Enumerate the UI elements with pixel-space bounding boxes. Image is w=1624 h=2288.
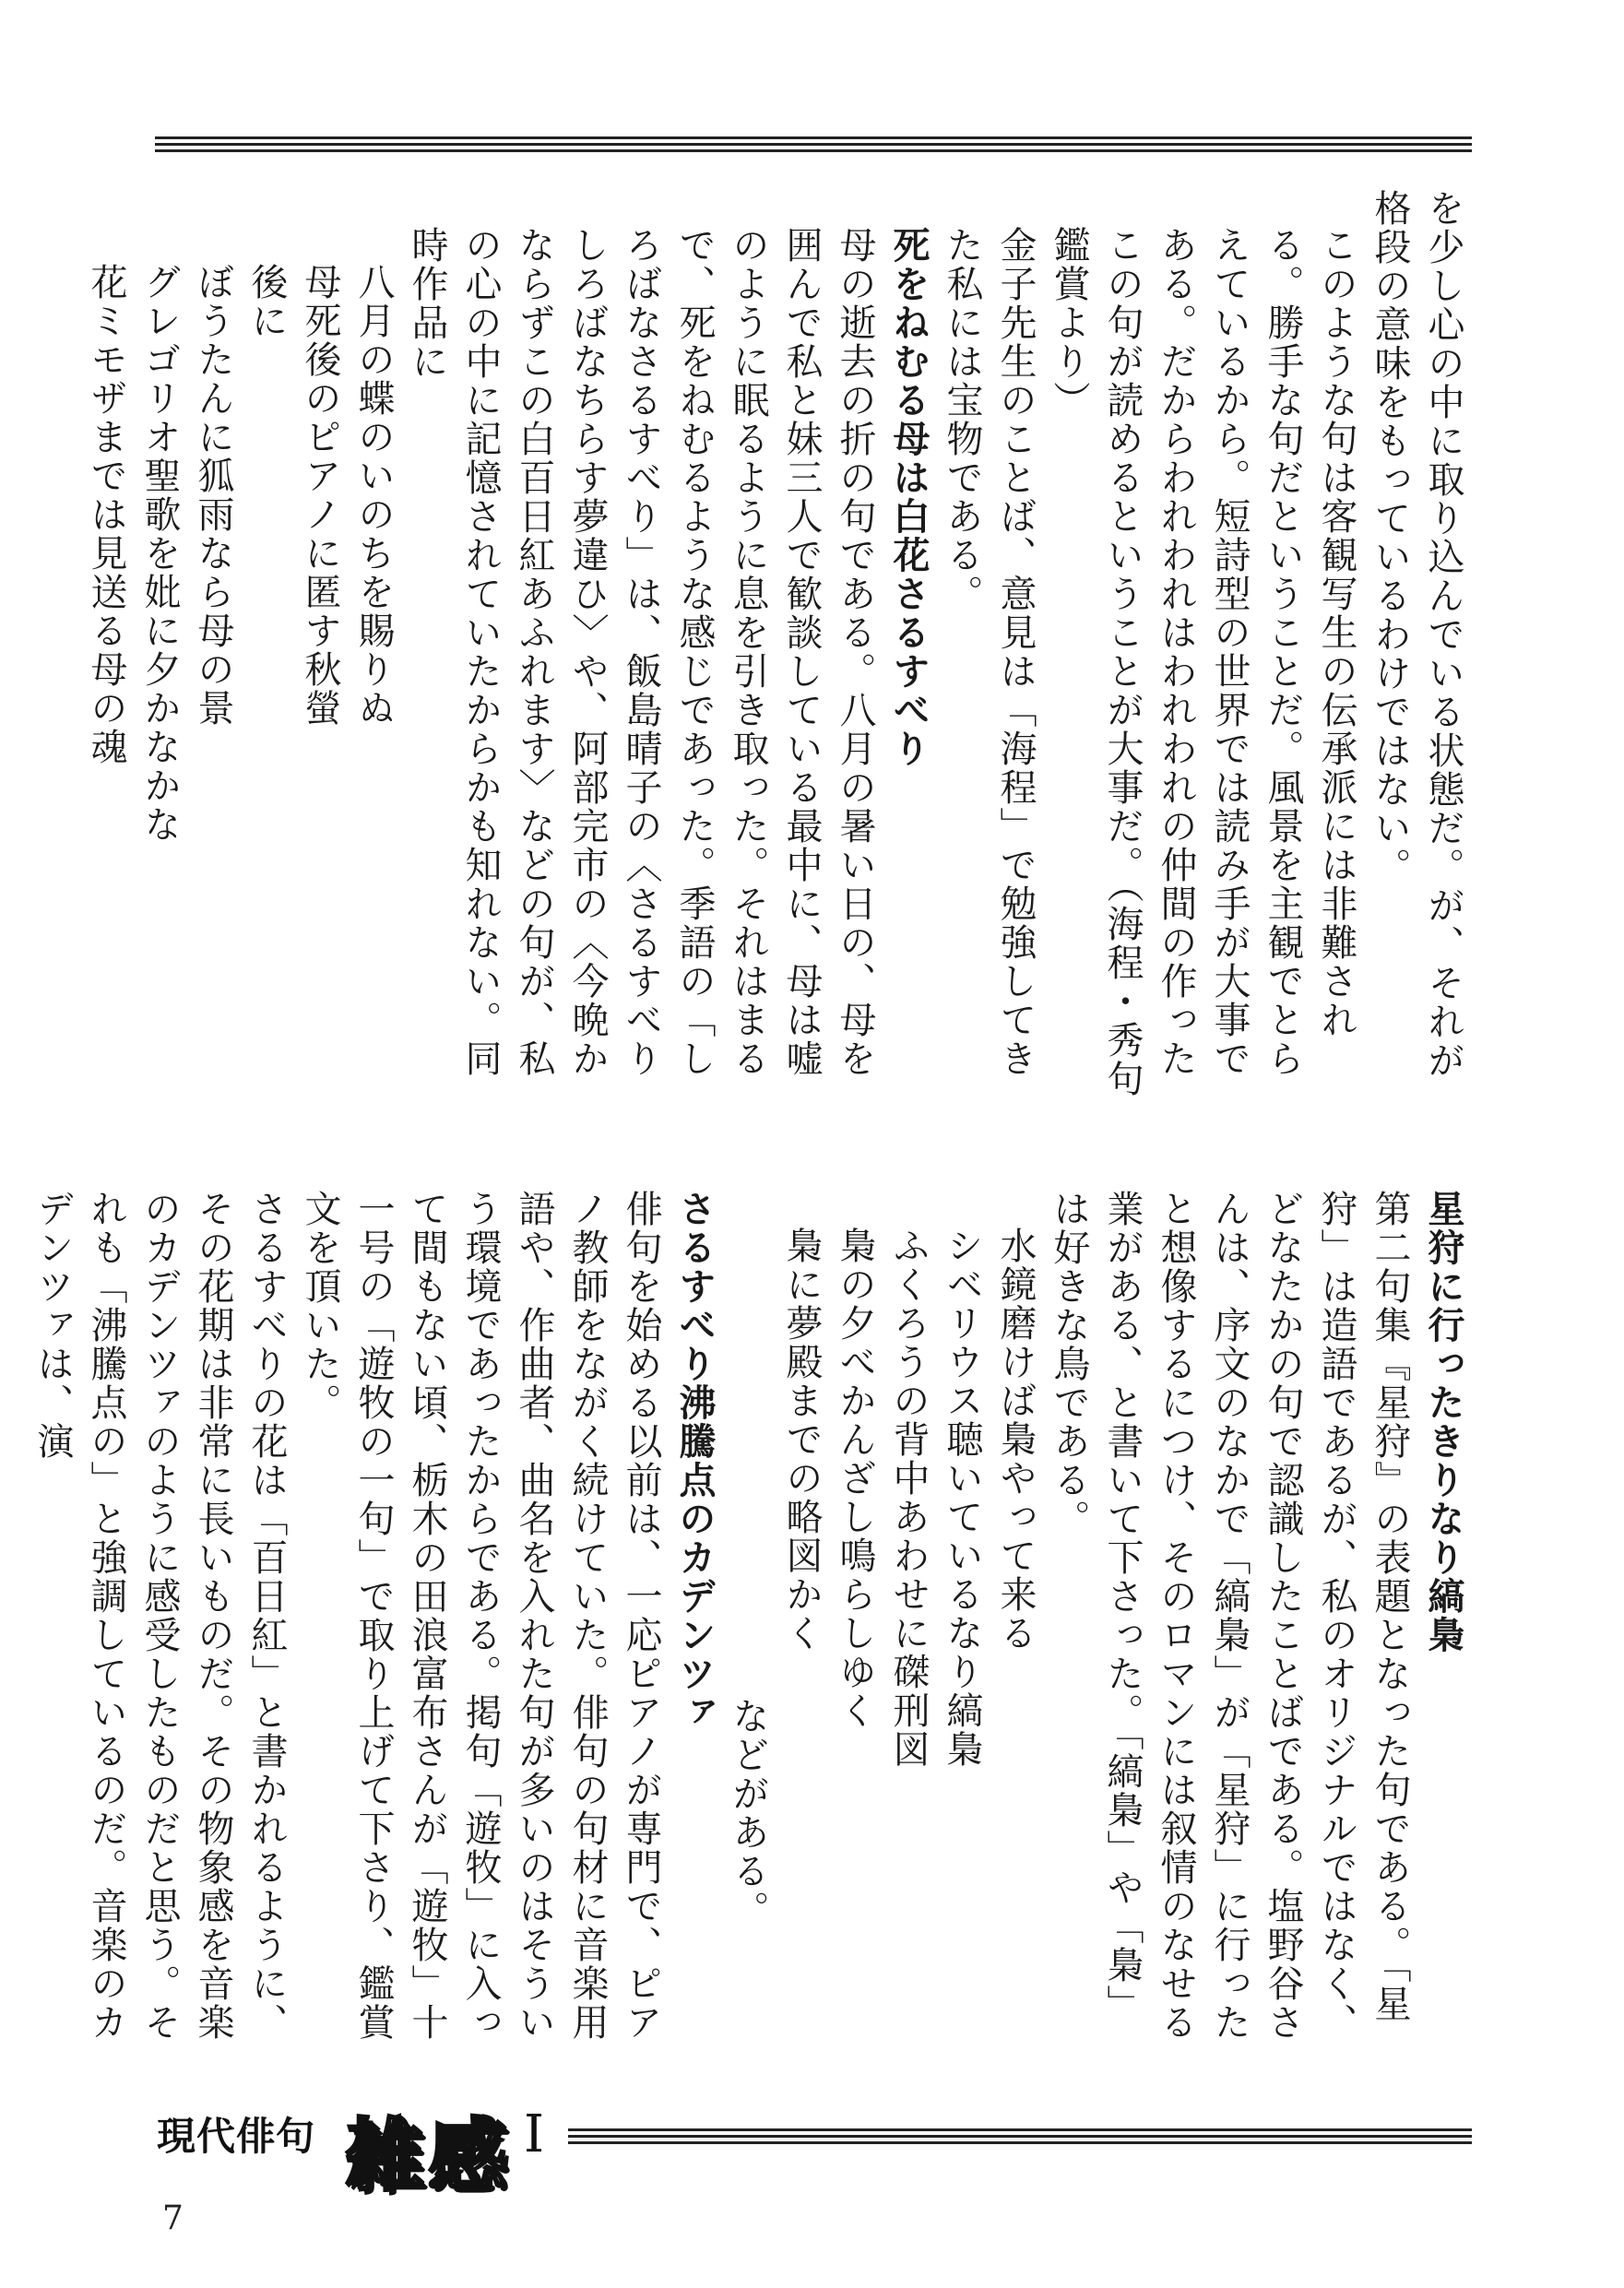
upper-text-block xyxy=(85,189,1470,1116)
haiku-line: 母死後のピアノに匿す秋螢 xyxy=(299,263,341,728)
haiku-line: 水鏡磨けば梟やって来る xyxy=(994,1227,1037,1653)
volume-numeral: Ⅰ xyxy=(524,2104,545,2164)
footer-rule xyxy=(568,2128,1472,2147)
paragraph: 後に xyxy=(245,263,288,340)
paragraph: 俳句を始める以前は、一応ピアノが専門で、ピアノ教師をながく続けていた。俳句の句材に音楽用語や、作曲者、曲名を入れた句が多いのはそういう環境であったからである。掲句「遊牧」に入って間もない頃、栃木の田浪富布さんが「遊牧」十一号の「遊牧の一句」で取り上げて下さり、鑑賞文を頂いた。 xyxy=(299,1190,662,2042)
haiku-line: グレゴリオ聖歌を妣に夕かなかな xyxy=(138,263,181,844)
haiku-line: 梟に夢殿までの略図かく xyxy=(780,1227,823,1653)
top-double-rule xyxy=(155,136,1472,159)
paragraph: 金子先生のことば、意見は「海程」で勉強してきた私には宝物である。 xyxy=(941,226,1037,1078)
series-logo-text: 雑感 xyxy=(345,2110,511,2202)
haiku-heading: 星狩に行ったきりなり縞梟 xyxy=(1422,1190,1464,1654)
paragraph: さるすべりの花は「百日紅」と書かれるように、その花期は非常に長いものだ。その物象感を音楽のカデンツァのように感受したものだと思う。それも「沸騰点の」と強調しているのだ。音楽のカデンツァは、演 xyxy=(31,1190,288,2042)
lower-text-block xyxy=(31,1153,1470,2061)
series-title: 現代俳句 xyxy=(157,2114,316,2159)
footer-banner xyxy=(155,2092,1472,2202)
haiku-line: ぼうたんに狐雨なら母の景 xyxy=(192,263,234,728)
paragraph: このような句は客観写生の伝承派には非難される。勝手な句だということだ。風景を主観でとらえているから。短詩型の世界では読み手が大事である。だからわれわれはわれわれの仲間の作ったこの句が読めるということが大事だ。（海程・秀句鑑賞より） xyxy=(1048,226,1357,1098)
haiku-heading: さるすべり沸騰点のカデンツァ xyxy=(673,1190,716,1732)
haiku-line: シベリウス聴いているなり縞梟 xyxy=(941,1227,983,1769)
haiku-line: 八月の蝶のいのちを賜りぬ xyxy=(352,263,395,728)
haiku-line: ふくろうの背中あわせに磔刑図 xyxy=(887,1227,930,1769)
paragraph: 第二句集『星狩』の表題となった句である。「星狩」は造語であるが、私のオリジナルではなく、どなたかの句で認識したことばである。塩野谷さんは、序文のなかで「縞梟」が「星狩」に行ったと想像するにつけ、そのロマンには叙情のなせる業がある、と書いて下さった。「縞梟」や「梟」は好きな鳥である。 xyxy=(1048,1190,1411,2042)
paragraph: を少し心の中に取り込んでいる状態だ。が、それが格段の意味をもっているわけではない。 xyxy=(1369,189,1464,1080)
haiku-heading: 死をねむる母は白花さるすべり xyxy=(887,226,930,768)
paragraph: などがある。 xyxy=(727,1697,769,1929)
paragraph: 母の逝去の折の句である。八月の暑い日の、母を囲んで私と妹三人で歓談している最中に、母は嘘のように眠るように息を引き取った。それはまるで、死をねむるような感じであった。季語の「しろばなさるすべり」は、飯島晴子の〈さるすべりしろばなちらす夢違ひ〉や、阿部完市の〈今晩かならずこの白百日紅あふれます〉などの句が、私の心の中に記憶されていたからかも知れない。同時作品に xyxy=(406,226,876,1078)
haiku-line: 梟の夕べかんざし鳴らしゆく xyxy=(834,1227,876,1730)
page-number: 7 xyxy=(162,2199,184,2237)
haiku-line: 花ミモザまでは見送る母の魂 xyxy=(85,263,127,766)
